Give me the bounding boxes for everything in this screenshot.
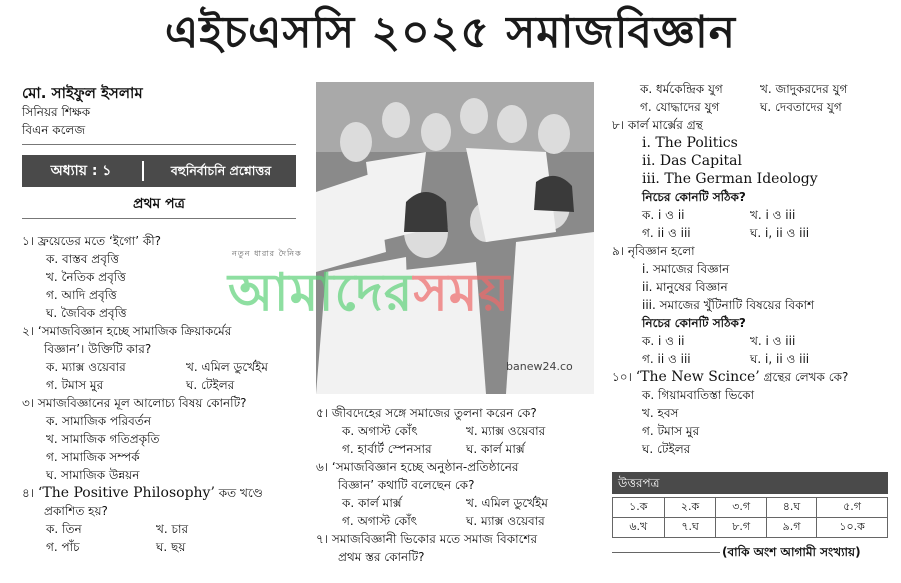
divider <box>22 218 296 219</box>
statement: i. The Politics <box>642 135 738 151</box>
students-photo <box>316 82 594 394</box>
option-row <box>316 422 606 440</box>
option-row <box>22 358 312 376</box>
option: গ. যোদ্ধাদের যুগ <box>640 100 720 114</box>
question-prompt: নিচের কোনটি সঠিক? <box>642 316 746 330</box>
option-row <box>612 98 894 116</box>
statement: ii. Das Capital <box>642 153 743 169</box>
option-row <box>612 80 894 98</box>
answer-cell: ১.ক <box>613 498 665 518</box>
option: খ. এমিল ডুর্খেইম <box>186 360 268 374</box>
answer-sheet-heading: উত্তরপত্র <box>612 472 888 494</box>
option-row <box>22 520 312 538</box>
watermark-tagline: নতুন ধারার দৈনিক <box>232 249 302 258</box>
option: ঘ. সামাজিক উন্নয়ন <box>46 468 140 482</box>
option: ঘ. কার্ল মার্ক্স <box>466 442 525 456</box>
option-row <box>316 440 606 458</box>
question-text: ৮। কার্ল মার্ক্সের গ্রন্থ <box>612 118 703 132</box>
watermark-left: আমাদের <box>228 263 414 323</box>
option: খ. এমিল ডুর্খেইম <box>466 496 548 510</box>
answer-cell: ৭.ঘ <box>664 518 716 538</box>
option: গ. ii ও iii <box>642 226 691 240</box>
option: ঘ. i, ii ও iii <box>750 226 810 240</box>
option: গ. পাঁচ <box>46 540 80 554</box>
statement: i. সমাজের বিজ্ঞান <box>642 262 730 276</box>
statement: iii. সমাজের খুঁটিনাটি বিষয়ের বিকাশ <box>642 298 815 312</box>
answer-cell: ১০.ক <box>817 518 888 538</box>
continuation-note: (বাকি অংশ আগামী সংখ্যায়) <box>722 545 861 559</box>
page-title: এইচএসসি ২০২৫ সমাজবিজ্ঞান <box>164 7 737 58</box>
question-text: প্রথম স্তর কোনটি? <box>338 550 425 564</box>
question-prompt: নিচের কোনটি সঠিক? <box>642 190 746 204</box>
question-text: বিজ্ঞান’ কথাটি বলেছেন কে? <box>338 478 475 492</box>
question-text <box>612 368 894 386</box>
chapter-topic: বহুনির্বাচনি প্রশ্নোত্তর <box>170 163 272 178</box>
option: ক. বাস্তব প্রবৃত্তি <box>46 252 119 266</box>
paper-heading: প্রথম পত্র <box>133 196 185 212</box>
option: ক. সামাজিক পরিবর্তন <box>46 414 151 428</box>
option: খ. ম্যাক্স ওয়েবার <box>466 424 546 438</box>
answer-cell: ৯.গ <box>766 518 816 538</box>
option: ক. i ও ii <box>642 334 685 348</box>
option: গ. অগাস্ট কোঁৎ <box>342 514 418 528</box>
option-row <box>612 332 894 350</box>
option: ক. অগাস্ট কোঁৎ <box>342 424 418 438</box>
photo-credit: banew24.co <box>506 360 573 373</box>
option: গ. টমাস মুর <box>642 424 700 438</box>
question-text-tail: গ্রন্থের লেখক কে? <box>759 370 849 384</box>
question-text: ৩। সমাজবিজ্ঞানের মূল আলোচ্য বিষয় কোনটি? <box>22 396 247 410</box>
answer-cell: ৫.গ <box>817 498 888 518</box>
option: খ. হবস <box>642 406 679 420</box>
english-title: ‘The New Scince’ <box>635 369 760 385</box>
question-text: ৫। জীবদেহের সঙ্গে সমাজের তুলনা করেন কে? <box>316 406 537 420</box>
option-row <box>22 376 312 394</box>
option-row <box>612 350 894 368</box>
option-row <box>612 206 894 224</box>
question-block-3 <box>612 80 894 458</box>
option: ঘ. দেবতাদের যুগ <box>760 100 842 114</box>
option: ক. i ও ii <box>642 208 685 222</box>
option: গ. আদি প্রবৃত্তি <box>46 288 117 302</box>
question-text: ৯। নৃবিজ্ঞান হলো <box>612 244 695 258</box>
option: ক. গিয়ামবাতিস্তা ভিকো <box>642 388 755 402</box>
footer-rule <box>612 552 720 553</box>
option: গ. সামাজিক সম্পর্ক <box>46 450 140 464</box>
question-text: ৬। ‘সমাজবিজ্ঞান হচ্ছে অনুষ্ঠান-প্রতিষ্ঠানের <box>316 460 519 474</box>
option: ঘ. ছয় <box>156 540 186 554</box>
question-text: প্রকাশিত হয়? <box>44 504 108 518</box>
option: ঘ. টেইলর <box>642 442 691 456</box>
chapter-banner <box>22 155 296 187</box>
option: ঘ. i, ii ও iii <box>750 352 810 366</box>
option: খ. নৈতিক প্রবৃত্তি <box>46 270 126 284</box>
author-designation: সিনিয়র শিক্ষক <box>22 105 91 119</box>
option: গ. টমাস মুর <box>46 378 104 392</box>
statement: ii. মানুষের বিজ্ঞান <box>642 280 728 294</box>
author-institution: বিএন কলেজ <box>22 123 86 137</box>
option: ঘ. ম্যাক্স ওয়েবার <box>466 514 545 528</box>
option: খ. জাদুকরদের যুগ <box>760 82 848 96</box>
option: ক. কার্ল মার্ক্স <box>342 496 402 510</box>
option: খ. i ও iii <box>750 334 796 348</box>
answer-cell: ৬.খ <box>613 518 665 538</box>
question-text: ১। ফ্রয়েডের মতে ‘ইগো’ কী? <box>22 234 162 248</box>
question-text <box>22 484 312 502</box>
author-name: মো. সাইফুল ইসলাম <box>22 84 143 102</box>
question-block-2 <box>316 404 606 566</box>
option-row <box>612 224 894 242</box>
statement: iii. The German Ideology <box>642 171 818 187</box>
watermark-right: সময় <box>413 263 511 323</box>
option-row <box>316 494 606 512</box>
option: খ. সামাজিক গতিপ্রকৃতি <box>46 432 160 446</box>
chapter-label: অধ্যায় : ১ <box>50 163 112 179</box>
english-title: ‘The Positive Philosophy’ <box>37 485 215 501</box>
option: গ. ii ও iii <box>642 352 691 366</box>
question-number: ১০। <box>612 370 636 384</box>
answer-cell: ৩.গ <box>716 498 766 518</box>
question-text: বিজ্ঞান’। উক্তিটি কার? <box>44 342 152 356</box>
option: ক. তিন <box>46 522 82 536</box>
question-text: ২। ‘সমাজবিজ্ঞান হচ্ছে সামাজিক ক্রিয়াকর্মের <box>22 324 232 338</box>
students-photo-graphic <box>316 82 594 394</box>
option: ঘ. জৈবিক প্রবৃত্তি <box>46 306 127 320</box>
option: গ. হার্বার্ট স্পেনসার <box>342 442 432 456</box>
option: ক. ধর্মকেন্দ্রিক যুগ <box>640 82 723 96</box>
answer-cell: ৪.ঘ <box>766 498 816 518</box>
watermark-logo <box>228 252 510 339</box>
banner-divider <box>142 161 144 181</box>
answer-table <box>612 497 888 538</box>
answer-cell: ২.ক <box>664 498 716 518</box>
question-text-tail: কত খণ্ডে <box>214 486 263 500</box>
option: ঘ. টেইলর <box>186 378 235 392</box>
option-row <box>316 512 606 530</box>
option: খ. i ও iii <box>750 208 796 222</box>
question-text: ৭। সমাজবিজ্ঞানী ভিকোর মতে সমাজ বিকাশের <box>316 532 538 546</box>
option-row <box>22 538 312 556</box>
question-number: ৪। <box>22 486 38 500</box>
divider <box>22 144 296 145</box>
option: ক. ম্যাক্স ওয়েবার <box>46 360 126 374</box>
option: খ. চার <box>156 522 189 536</box>
answer-cell: ৮.গ <box>716 518 766 538</box>
